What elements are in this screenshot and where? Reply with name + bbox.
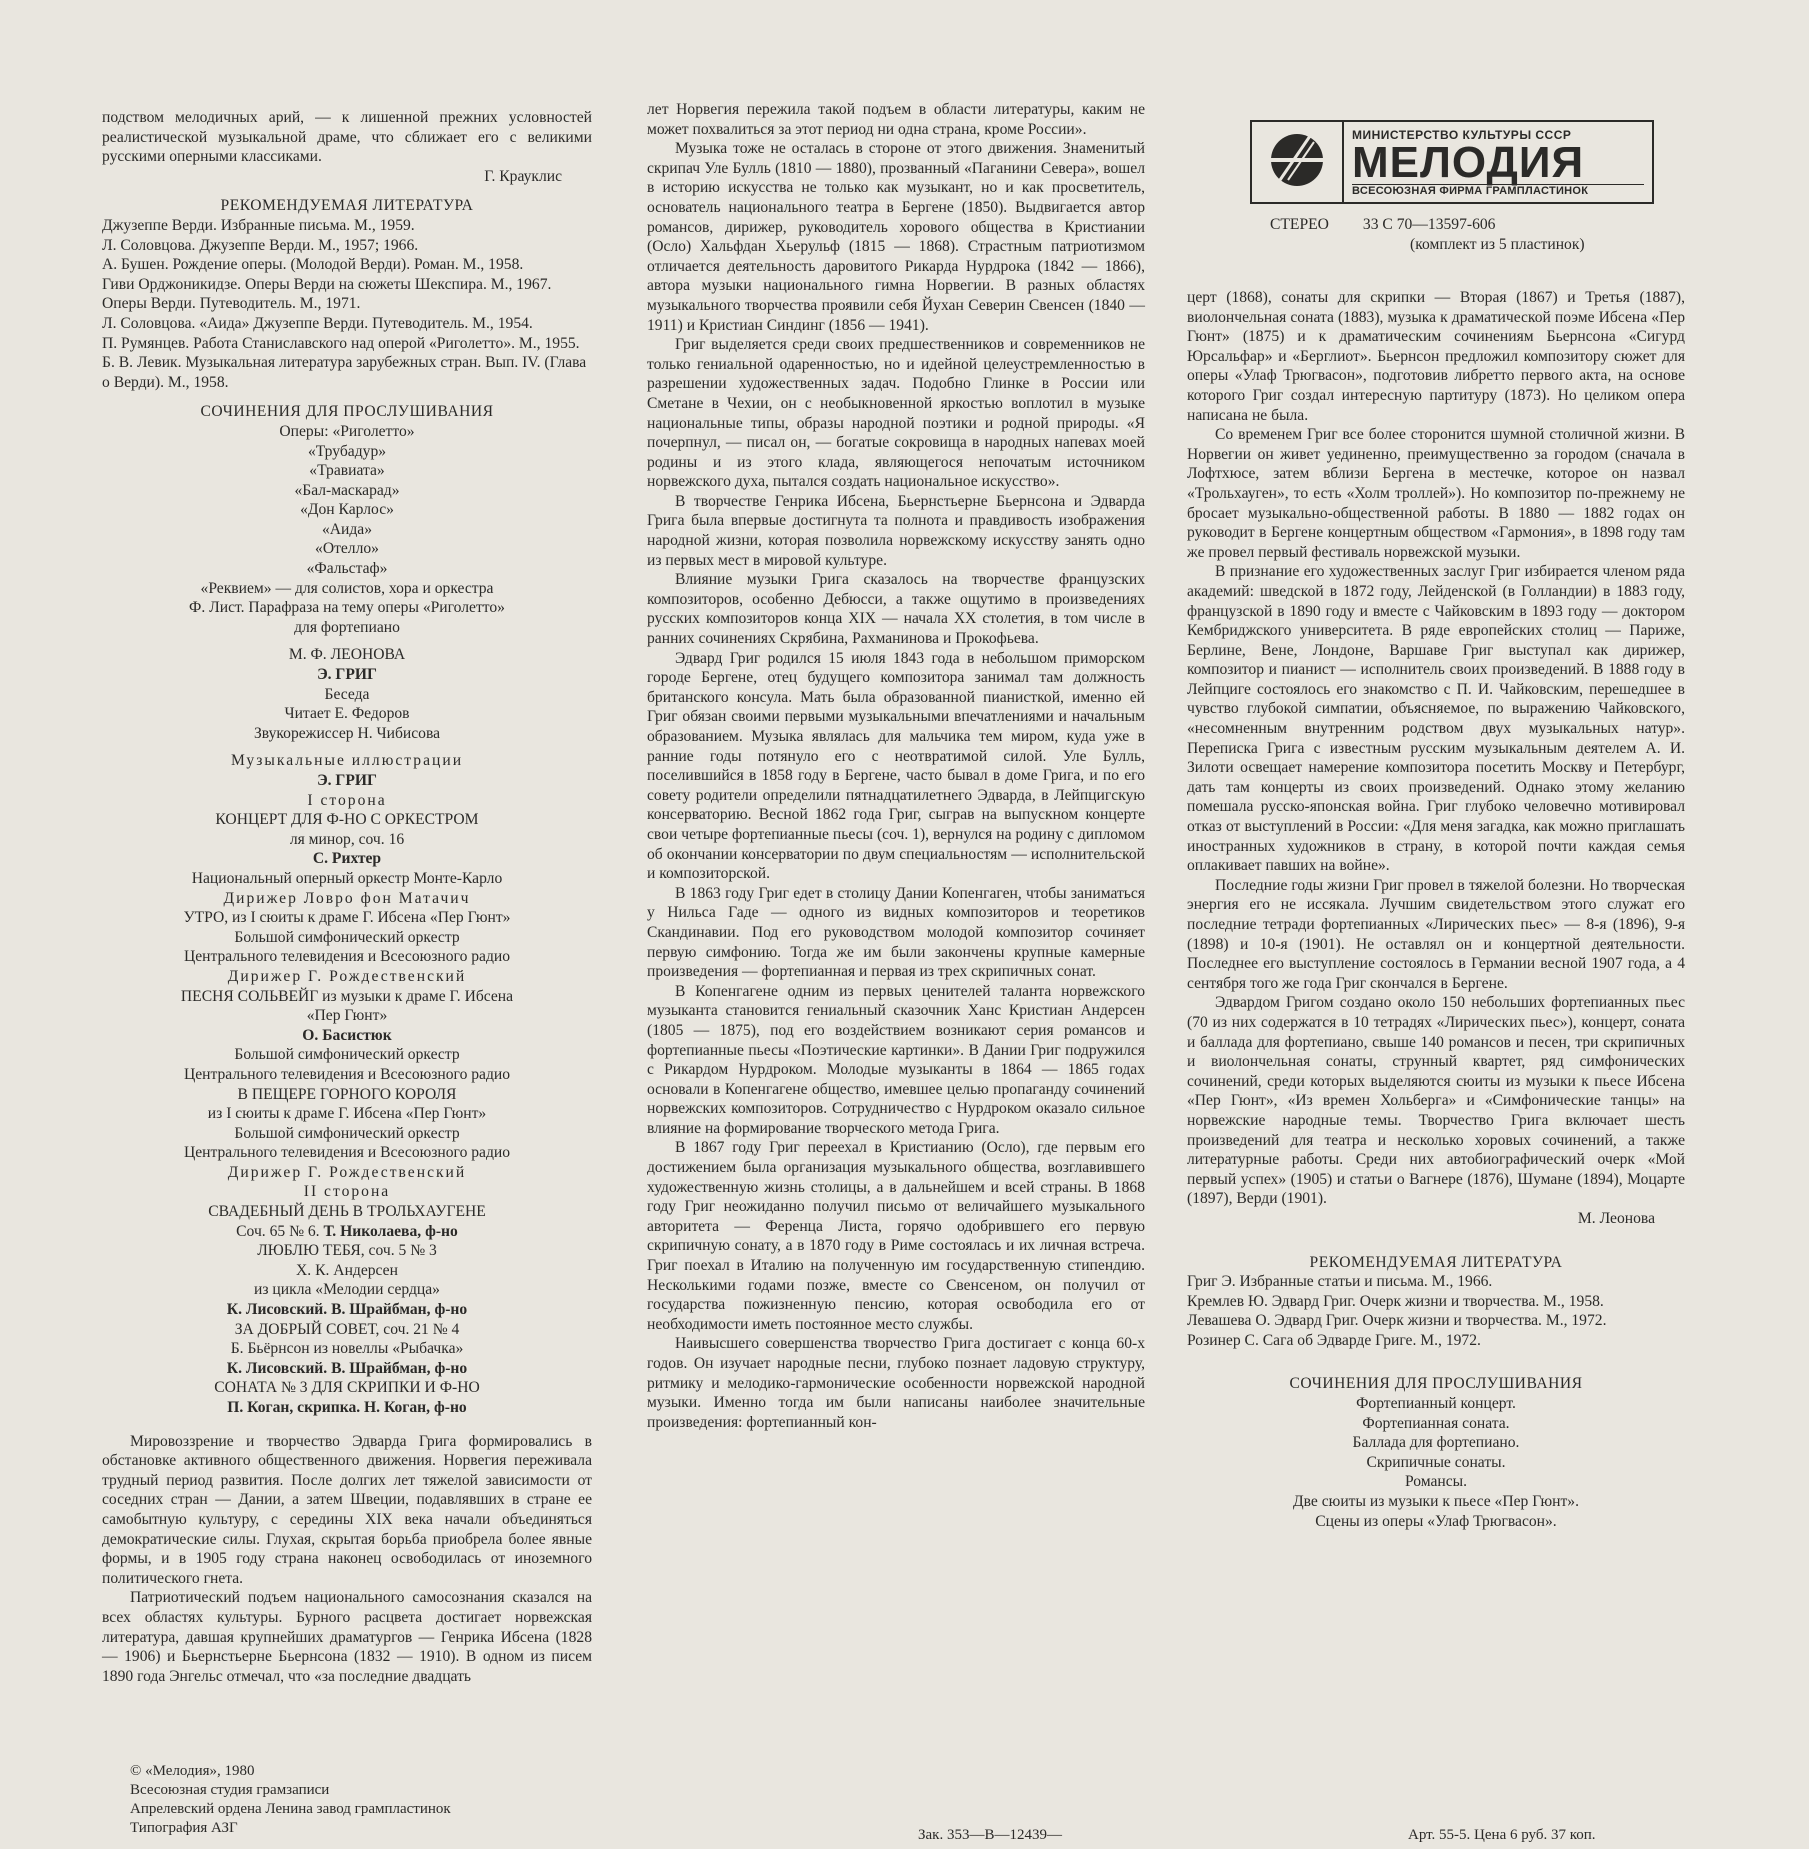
paragraph: В признание его художественных заслуг Григ избирается членом ряда академий: шведской в 1872 году, Лейденской (в Голландии) в 1883 году, французской в 1890 году и вместе с Чайковским в 1893 году — доктором Кембриджского университета. В ряде европейских столиц — Париже, Берлине, Вене, Лондоне, Варшаве Григ выступал как дирижер, композитор и пианист — исполнитель своих произведений. В 1888 году в Лейпциге состоялось его знакомство с П. И. Чайковским, перешедшее в чувство глубокой симпатии, объясняемое, по выражению Чайковского, «несомненным внутренним родством двух музыкальных натур». Переписка Грига с известным русским музыкальным деятелем А. И. Зилоти освещает намерение композитора посетить Москву и Петербург, дать там концерты из своих произведений. Однако этому желанию помешала русско-японская война. Григ глубоко человечно мотивировал отказ от выступлений в России: «Для меня загадка, как можно приглашать иностранных художников в страну, в которой почти каждая семья оплакивает павших на войне». xyxy=(1187,563,1685,875)
copyright: © «Мелодия», 1980 xyxy=(130,1763,255,1779)
lit-list xyxy=(1187,1272,1685,1350)
lit-item: Кремлев Ю. Эдвард Григ. Очерк жизни и творчества. М., 1958. xyxy=(1187,1292,1604,1310)
concerto-title: КОНЦЕРТ ДЛЯ Ф-НО С ОРКЕСТРОМ xyxy=(215,811,479,829)
paragraph: лет Норвегия пережила такой подъем в области литературы, каким не может похвалиться за этот период ни одна страна, кроме России». xyxy=(647,101,1145,138)
paragraph: В творчестве Генрика Ибсена, Бьернстьерне Бьернсона и Эдварда Грига была впервые достигнута та полнота и правдивость изображения народной жизни, которая позволила норвежскому искусству занять одно из первых мест в мировой культуре. xyxy=(647,492,1145,569)
column-2 xyxy=(647,100,1145,1432)
stereo-label: СТЕРЕО xyxy=(1270,216,1329,233)
studio: Всесоюзная студия грамзаписи xyxy=(130,1782,330,1798)
conductor: Дирижер Г. Рождественский xyxy=(227,967,467,985)
requiem: «Реквием» — для солистов, хора и оркестра xyxy=(200,579,494,597)
operas-label: Оперы: «Риголетто» xyxy=(279,422,415,440)
footer-imprint xyxy=(130,1762,451,1838)
work-item: Фортепианная соната. xyxy=(1362,1414,1510,1432)
works-heading: СОЧИНЕНИЯ ДЛЯ ПРОСЛУШИВАНИЯ xyxy=(1289,1375,1583,1393)
melodiya-emblem-icon xyxy=(1252,122,1344,202)
paragraph: В 1863 году Григ едет в столицу Дании Копенгаген, чтобы заниматься у Нильса Гаде — одного из видных композиторов и теоретиков Скандинавии. Под его руководством молодой композитор сочиняет первую симфонию. Тогда же им были закончены крупные камерные произведения — фортепианная и первая из трех скрипичных сонат. xyxy=(647,884,1145,981)
lit-item: Л. Соловцова. «Аида» Джузеппе Верди. Путеводитель. М., 1954. xyxy=(102,314,533,332)
opera-item: «Аида» xyxy=(321,520,373,538)
lit-item: Левашева О. Эдвард Григ. Очерк жизни и творчества. М., 1972. xyxy=(1187,1312,1607,1330)
opera-item: «Фальстаф» xyxy=(306,560,388,578)
orchestra: Большой симфонический оркестр xyxy=(234,1046,460,1064)
factory: Апрелевский ордена Ленина завод грампластинок xyxy=(130,1801,451,1817)
paragraph: Последние годы жизни Григ провел в тяжелой болезни. Но творческая энергия его не иссякала. Лучшим свидетельством этого служат его последние тетради фортепианных «Лирических пьес» — 8-я (1896), 9-я (1898) и 10-я (1901). Не оставлял он и концертной деятельности. Последнее его выступление состоялось в Германии весной 1907 года, а 4 сентября того же года Григ скончался в Бергене. xyxy=(1187,876,1685,992)
side-1: I сторона xyxy=(307,791,387,809)
paragraph: Патриотический подъем национального самосознания сказался на всех областях культуры. Бурного расцвета достигает норвежская литература, давшая крупнейших драматургов — Генрика Ибсена (1828 — 1906) и Бьернстьерне Бьернсона (1832 — 1910). В одном из писем 1890 года Энгельс отмечал, что «за последние двадцать xyxy=(102,1589,592,1685)
liszt-paraphrase: Ф. Лист. Парафраза на тему оперы «Риголетто» xyxy=(189,599,505,617)
performer: П. Коган, скрипка. Н. Коган, ф-но xyxy=(227,1399,467,1416)
work-item: Две сюиты из музыки к пьесе «Пер Гюнт». xyxy=(1293,1493,1579,1511)
set-note: (комплект из 5 пластинок) xyxy=(1410,236,1585,253)
column-1 xyxy=(102,108,592,1686)
work-item: Сцены из оперы «Улаф Трюгвасон». xyxy=(1315,1512,1557,1530)
work-item: Фортепианный концерт. xyxy=(1356,1395,1516,1413)
leonova-name: М. Ф. ЛЕОНОВА xyxy=(288,646,406,664)
logo-brand: МЕЛОДИЯ xyxy=(1352,137,1585,187)
paragraph: Влияние музыки Грига сказалось на творчестве французских композиторов, особенно Дебюсси, а также ощутимо в произведениях русских композиторов конца XIX — начала XX столетия, в том числе в ранних сочинениях Скрябина, Рахманинова и Прокофьева. xyxy=(647,571,1145,648)
paragraph: Со временем Григ все более сторонится шумной столичной жизни. В Норвегии он живет уединенно, преимущественно за городом (сначала в Лофтхюсе, затем вблизи Бергена в местечке, которое он назвал «Трольхауген», то есть «Холм троллей»). Но композитор по-прежнему не бросает музыкально-общественной работы. В 1880 — 1882 годах он руководит в Бергене концертным обществом «Гармония», в 1898 году там же провел первый фестиваль норвежской музыки. xyxy=(1187,426,1685,561)
reader: Читает Е. Федоров xyxy=(284,705,410,723)
orchestra-affil: Центрального телевидения и Всесоюзного радио xyxy=(183,948,511,966)
column-3 xyxy=(1187,288,1685,1531)
liszt-piano: для фортепиано xyxy=(294,618,400,636)
paragraph: Мировоззрение и творчество Эдварда Грига формировались в обстановке активного общественного движения. Норвегия переживала трудный период развития. После долгих лет тяжелой зависимости от соседних стран — Дании, а затем Швеции, подавлявших в стране ее самобытную культуру, с середины XIX века начали объединяться демократические силы. Глухая, скрытая борьба приобрела более явные формы, и в 1905 году страна наконец освободилась от иноземного политического гнета. xyxy=(102,1432,592,1587)
performer: К. Лисовский. В. Шрайбман, ф-но xyxy=(226,1359,468,1377)
work-item: Романсы. xyxy=(1404,1473,1468,1491)
orchestra: Национальный оперный оркестр Монте-Карло xyxy=(191,869,503,887)
lit-item: А. Бушен. Рождение оперы. (Молодой Верди). Роман. М., 1958. xyxy=(102,256,524,274)
work-source: из I сюиты к драме Г. Ибсена «Пер Гюнт» xyxy=(207,1105,487,1123)
order-number: Зак. 353—В—12439— xyxy=(918,1827,1062,1843)
opera-item: «Бал-маскарад» xyxy=(294,481,400,499)
paragraph: В Копенгагене одним из первых ценителей таланта норвежского музыканта становится гениальный сказочник Ханс Кристиан Андерсен (1805 — 1875), под его воздействием возникают серия романсов и фортепианные пьесы «Поэтические картинки». В Дании Григ подружился с Рикардом Нурдроком. Молодые музыканты в 1864 — 1865 годах основали в Копенгагене общество, имевшее целью пропаганду сочинений норвежских композиторов. Сотрудничество с Нурдроком оказало сильное влияние на формирование творческого метода Грига. xyxy=(647,982,1145,1137)
musical-illustrations: Музыкальные иллюстрации xyxy=(230,752,464,770)
melodiya-logo xyxy=(1250,120,1654,204)
work-item: Баллада для фортепиано. xyxy=(1352,1434,1520,1452)
orchestra: Большой симфонический оркестр xyxy=(234,928,460,946)
orchestra-affil: Центрального телевидения и Всесоюзного радио xyxy=(183,1144,511,1162)
opera-item: «Трубадур» xyxy=(307,442,387,460)
catalog-info xyxy=(1270,215,1690,255)
lit-item: П. Румянцев. Работа Станиславского над оперой «Риголетто». М., 1955. xyxy=(102,334,580,352)
paragraph: Музыка тоже не осталась в стороне от этого движения. Знаменитый скрипач Уле Булль (1810 — 1880), прозванный «Паганини Севера», вошел в историю искусства не только как музыкант, но и как просветитель, основатель национального театра в Бергене (1850). Выдвигается автор романсов, дирижер, руководитель хорового общества в Кристиании (Осло) Хальфдан Хьерульф (1815 — 1868). Страстным патриотизмом отличается деятельность даровитого Рикарда Нурдрока (1842 — 1866), автора музыки национального гимна Норвегии. В разных областях музыкального творчества проявили себя Йухан Северин Свенсен (1840 — 1911) и Кристиан Синдинг (1856 — 1941). xyxy=(647,140,1145,334)
side-2: II сторона xyxy=(303,1183,391,1201)
grieg-name: Э. ГРИГ xyxy=(317,772,377,789)
conductor: Дирижер Ловро фон Матачич xyxy=(223,889,471,907)
poet: Х. К. Андерсен xyxy=(296,1261,398,1279)
opera-item: «Дон Карлос» xyxy=(300,501,394,519)
lit-heading: РЕКОМЕНДУЕМАЯ ЛИТЕРАТУРА xyxy=(1309,1253,1563,1271)
work-title: СОНАТА № 3 ДЛЯ СКРИПКИ И Ф-НО xyxy=(214,1379,480,1397)
performer: К. Лисовский. В. Шрайбман, ф-но xyxy=(226,1301,468,1319)
printer: Типография АЗГ xyxy=(130,1820,238,1836)
conductor: Дирижер Г. Рождественский xyxy=(227,1163,467,1181)
poet: Б. Бьёрнсон из новеллы «Рыбачка» xyxy=(230,1340,464,1358)
cycle: из цикла «Мелодии сердца» xyxy=(254,1281,440,1299)
lit-list xyxy=(102,216,592,392)
price: Арт. 55-5. Цена 6 руб. 37 коп. xyxy=(1408,1827,1596,1843)
author-leonova: М. Леонова xyxy=(1577,1209,1655,1227)
paragraph: Эдвардом Григом создано около 150 небольших фортепианных пьес (70 из них содержатся в 10 тетрадях «Лирических пьес»), концерт, соната и баллада для фортепиано, свыше 140 романсов и песен, три скрипичных и виолончельная сонаты, струнный квартет, ряд симфонических сочинений, среди которых выделяются сюиты из музыки к пьесе Ибсена «Пер Гюнт», «Из времен Хольберга» и «Симфонические танцы» на норвежские народные темы. Творчество Грига включает шесть произведений для театра и несколько хоровых сочинений, а также литературные работы. Среди них автобиографический очерк «Мой первый успех» (1905) и статьи о Вагнере (1876), Шумане (1894), Моцарте (1897), Верди (1901). xyxy=(1187,994,1685,1208)
work-title: ЗА ДОБРЫЙ СОВЕТ, соч. 21 № 4 xyxy=(234,1320,460,1338)
beseda: Беседа xyxy=(324,685,370,703)
work-source: «Пер Гюнт» xyxy=(306,1007,388,1025)
lit-item: Григ Э. Избранные статьи и письма. М., 1966. xyxy=(1187,1273,1493,1291)
paragraph: церт (1868), сонаты для скрипки — Вторая (1867) и Третья (1887), виолончельная соната (1883), музыка к драматической поэме Ибсена «Пер Гюнт» (1875) и к драматическим сочинениям Бьернсона «Сигурд Юрсальфар» и «Берглиот». Бьернсон предложил композитору сюжет для оперы «Улаф Трюгвасон», подготовив либретто первого акта, на основе которого Григ создал интересную партитуру (1873). Но целиком опера написана не была. xyxy=(1187,289,1685,424)
lit-item: Джузеппе Верди. Избранные письма. М., 1959. xyxy=(102,216,415,234)
work-title: СВАДЕБНЫЙ ДЕНЬ В ТРОЛЬХАУГЕНЕ xyxy=(208,1203,486,1221)
lit-heading: РЕКОМЕНДУЕМАЯ ЛИТЕРАТУРА xyxy=(220,197,474,215)
paragraph: Эдвард Григ родился 15 июля 1843 года в небольшом приморском городе Бергене, отец будущего композитора занимал там должность британского консула. Мать была образованной пианисткой, именно ей Григ обязан своими первыми музыкальными впечатлениями и начальным образованием. Музыка являлась для мальчика тем миром, куда уже в ранние годы потянуло его с неотвратимой силой. Уле Булль, поселившийся в 1858 году в Бергене, часто бывал в доме Грига, и по его совету родители определили пятнадцатилетнего Эдварда, в Лейпцигскую консерваторию. Весной 1862 года Григ, сыграв на выпускном концерте свои четыре фортепианные пьесы (соч. 1), вернулся на родину с дипломом об окончании консерватории по двум специальностям — исполнительской и композиторской. xyxy=(647,649,1145,883)
opera-item: «Травиата» xyxy=(309,462,385,480)
opera-item: «Отелло» xyxy=(315,540,379,558)
sound-engineer: Звукорежиссер Н. Чибисова xyxy=(253,724,441,742)
lit-item: Л. Соловцова. Джузеппе Верди. М., 1957; 1966. xyxy=(102,236,419,254)
lit-item: Оперы Верди. Путеводитель. М., 1971. xyxy=(102,295,361,313)
performer: С. Рихтер xyxy=(312,850,382,868)
work-item: Скрипичные сонаты. xyxy=(1366,1453,1506,1471)
orchestra-affil: Центрального телевидения и Всесоюзного радио xyxy=(183,1065,511,1083)
performer: Т. Николаева, ф-но xyxy=(323,1222,458,1240)
logo-firm: ВСЕСОЮЗНАЯ ФИРМА ГРАМПЛАСТИНОК xyxy=(1352,184,1644,197)
intro-text: подством мелодичных арий, — к лишенной прежних условностей реалистической музыкальной драме, что сближает его с великими русскими оперными классиками. xyxy=(102,109,592,166)
lit-item: Розинер С. Сага об Эдварде Григе. М., 1972. xyxy=(1187,1331,1481,1349)
grieg-name: Э. ГРИГ xyxy=(317,666,377,684)
works-heading: СОЧИНЕНИЯ ДЛЯ ПРОСЛУШИВАНИЯ xyxy=(200,403,494,421)
paragraph: Григ выделяется среди своих предшественников и современников не только гениальной одаренностью, но и идейной целеустремленностью в разрешении художественных задач. Подобно Глинке в России или Сметане в Чехии, он с необыкновенной яркостью воплотил в музыке национальные типы, образы народной поэтики и родной природы. «Я почерпнул, — писал он, — богатые сокровища в народных напевах моей родины и из этого клада, являющегося непочатым источником норвежского духа, пытался создать национальное искусство». xyxy=(647,336,1145,491)
lit-item: Гиви Орджоникидзе. Оперы Верди на сюжеты Шекспира. М., 1967. xyxy=(102,275,552,293)
work-title: ЛЮБЛЮ ТЕБЯ, соч. 5 № 3 xyxy=(257,1242,437,1260)
concerto-key: ля минор, соч. 16 xyxy=(289,830,405,848)
performer: О. Басистюк xyxy=(302,1026,392,1044)
catalog-number: 33 С 70—13597-606 xyxy=(1362,216,1496,233)
work-title: ПЕСНЯ СОЛЬВЕЙГ из музыки к драме Г. Ибсена xyxy=(180,987,514,1005)
paragraph: В 1867 году Григ переехал в Кристианию (Осло), где первым его достижением была организация музыкального общества, возглавившего художественную жизнь столицы, а в дальнейшем и всей страны. В 1868 году Григ неожиданно получил письмо от величайшего музыкального авторитета — Ференца Листа, горячо одобрившего его первую скрипичную сонату, а в 1870 году в Риме состоялась и их личная встреча. Григ поехал в Италию на полученную им государственную стипендию. Несколькими годами позже, вместе со Свенсеном, он получил от государства пожизненную пенсию, которая освободила его от необходимости иметь постоянное место службы. xyxy=(647,1139,1145,1333)
author-kraukliss: Г. Крауклис xyxy=(484,167,562,185)
opus: Соч. 65 № 6. xyxy=(236,1222,320,1240)
lit-item: Б. В. Левик. Музыкальная литература зарубежных стран. Вып. IV. (Глава о Верди). М., 1958. xyxy=(102,354,587,391)
work-title: В ПЕЩЕРЕ ГОРНОГО КОРОЛЯ xyxy=(237,1085,457,1103)
work-title: УТРО, из I сюиты к драме Г. Ибсена «Пер Гюнт» xyxy=(183,909,511,927)
orchestra: Большой симфонический оркестр xyxy=(234,1124,460,1142)
logo-ministry: МИНИСТЕРСТВО КУЛЬТУРЫ СССР xyxy=(1352,127,1572,142)
work-opus xyxy=(102,1222,592,1242)
paragraph: Наивысшего совершенства творчество Грига достигает с конца 60-х годов. Он изучает народные песни, глубоко познает ладовую структуру, ритмику и мелодико-гармонические особенности норвежской народной музыки. Именно тогда им были написаны наиболее значительные произведения: фортепианный кон- xyxy=(647,1335,1145,1431)
